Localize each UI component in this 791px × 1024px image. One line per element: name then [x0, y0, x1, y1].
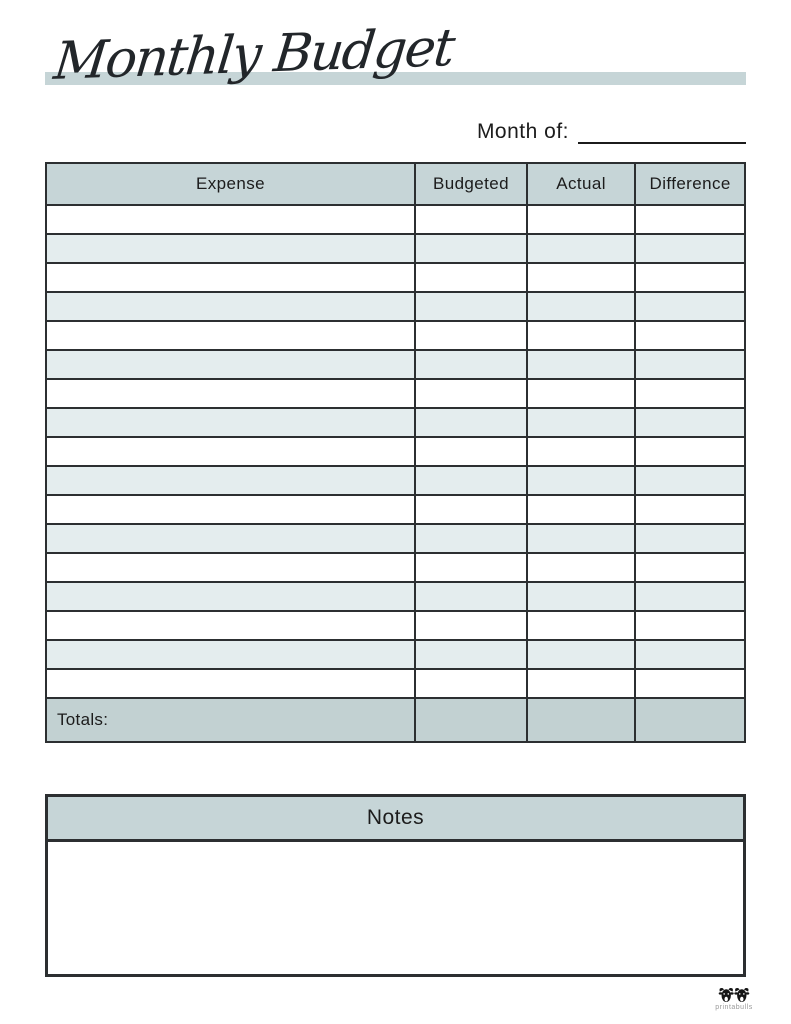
column-header-difference: Difference — [635, 163, 745, 205]
cell-actual[interactable] — [527, 263, 635, 292]
cell-expense[interactable] — [46, 379, 415, 408]
cell-expense[interactable] — [46, 292, 415, 321]
month-of-blank-line[interactable] — [578, 118, 746, 144]
cell-budgeted[interactable] — [415, 321, 527, 350]
cell-actual[interactable] — [527, 321, 635, 350]
cell-actual[interactable] — [527, 437, 635, 466]
month-of-label: Month of: — [476, 120, 569, 143]
cell-difference[interactable] — [635, 263, 745, 292]
cell-difference[interactable] — [635, 495, 745, 524]
cell-actual[interactable] — [527, 669, 635, 698]
cell-actual[interactable] — [527, 379, 635, 408]
budget-table-totals — [46, 698, 745, 742]
cell-expense[interactable] — [46, 669, 415, 698]
cell-expense[interactable] — [46, 408, 415, 437]
column-header-budgeted: Budgeted — [415, 163, 527, 205]
cell-expense[interactable] — [46, 582, 415, 611]
table-row — [46, 379, 745, 408]
notes-section — [45, 794, 746, 977]
cell-budgeted[interactable] — [415, 205, 527, 234]
table-row — [46, 234, 745, 263]
totals-difference-cell[interactable] — [635, 698, 745, 742]
table-row — [46, 669, 745, 698]
cell-expense[interactable] — [46, 466, 415, 495]
cell-actual[interactable] — [527, 350, 635, 379]
cell-actual[interactable] — [527, 292, 635, 321]
cell-actual[interactable] — [527, 640, 635, 669]
table-row — [46, 466, 745, 495]
cell-expense[interactable] — [46, 495, 415, 524]
table-row — [46, 553, 745, 582]
cell-actual[interactable] — [527, 408, 635, 437]
cell-expense[interactable] — [46, 524, 415, 553]
budget-table — [45, 162, 746, 743]
cell-budgeted[interactable] — [415, 234, 527, 263]
cell-expense[interactable] — [46, 263, 415, 292]
cell-actual[interactable] — [527, 524, 635, 553]
table-row — [46, 263, 745, 292]
bulls-logo-icon — [718, 986, 750, 1003]
cell-difference[interactable] — [635, 553, 745, 582]
cell-actual[interactable] — [527, 495, 635, 524]
budget-table-header — [46, 163, 745, 205]
brand-name: printabulls — [715, 1004, 753, 1011]
totals-budgeted-cell[interactable] — [415, 698, 527, 742]
cell-difference[interactable] — [635, 611, 745, 640]
cell-difference[interactable] — [635, 669, 745, 698]
table-row — [46, 408, 745, 437]
cell-expense[interactable] — [46, 640, 415, 669]
table-row — [46, 437, 745, 466]
cell-difference[interactable] — [635, 466, 745, 495]
table-row — [46, 205, 745, 234]
cell-expense[interactable] — [46, 205, 415, 234]
table-row — [46, 640, 745, 669]
column-header-expense: Expense — [46, 163, 415, 205]
cell-budgeted[interactable] — [415, 553, 527, 582]
totals-row — [46, 698, 745, 742]
cell-difference[interactable] — [635, 640, 745, 669]
cell-difference[interactable] — [635, 582, 745, 611]
brand-logo — [711, 986, 757, 1011]
table-row — [46, 350, 745, 379]
budget-table-body — [46, 205, 745, 698]
cell-expense[interactable] — [46, 234, 415, 263]
cell-expense[interactable] — [46, 553, 415, 582]
cell-budgeted[interactable] — [415, 611, 527, 640]
cell-expense[interactable] — [46, 437, 415, 466]
cell-budgeted[interactable] — [415, 466, 527, 495]
cell-budgeted[interactable] — [415, 669, 527, 698]
cell-budgeted[interactable] — [415, 582, 527, 611]
table-row — [46, 495, 745, 524]
cell-budgeted[interactable] — [415, 524, 527, 553]
cell-expense[interactable] — [46, 350, 415, 379]
cell-difference[interactable] — [635, 321, 745, 350]
cell-budgeted[interactable] — [415, 640, 527, 669]
cell-difference[interactable] — [635, 350, 745, 379]
cell-difference[interactable] — [635, 205, 745, 234]
table-row — [46, 321, 745, 350]
totals-label: Totals: — [46, 698, 415, 742]
notes-header: Notes — [48, 797, 743, 842]
table-row — [46, 611, 745, 640]
cell-actual[interactable] — [527, 466, 635, 495]
table-row — [46, 582, 745, 611]
cell-expense[interactable] — [46, 321, 415, 350]
cell-budgeted[interactable] — [415, 437, 527, 466]
cell-difference[interactable] — [635, 292, 745, 321]
column-header-actual: Actual — [527, 163, 635, 205]
month-of-row — [477, 118, 746, 144]
cell-actual[interactable] — [527, 611, 635, 640]
page-title: Monthly Budget — [51, 18, 457, 92]
cell-budgeted[interactable] — [415, 408, 527, 437]
cell-budgeted[interactable] — [415, 350, 527, 379]
cell-budgeted[interactable] — [415, 379, 527, 408]
cell-expense[interactable] — [46, 611, 415, 640]
table-row — [46, 292, 745, 321]
cell-actual[interactable] — [527, 553, 635, 582]
cell-difference[interactable] — [635, 379, 745, 408]
cell-difference[interactable] — [635, 234, 745, 263]
cell-difference[interactable] — [635, 437, 745, 466]
cell-actual[interactable] — [527, 582, 635, 611]
notes-body[interactable] — [48, 842, 743, 974]
cell-difference[interactable] — [635, 524, 745, 553]
cell-actual[interactable] — [527, 205, 635, 234]
cell-actual[interactable] — [527, 234, 635, 263]
table-row — [46, 524, 745, 553]
cell-budgeted[interactable] — [415, 263, 527, 292]
totals-actual-cell[interactable] — [527, 698, 635, 742]
cell-budgeted[interactable] — [415, 495, 527, 524]
cell-budgeted[interactable] — [415, 292, 527, 321]
cell-difference[interactable] — [635, 408, 745, 437]
